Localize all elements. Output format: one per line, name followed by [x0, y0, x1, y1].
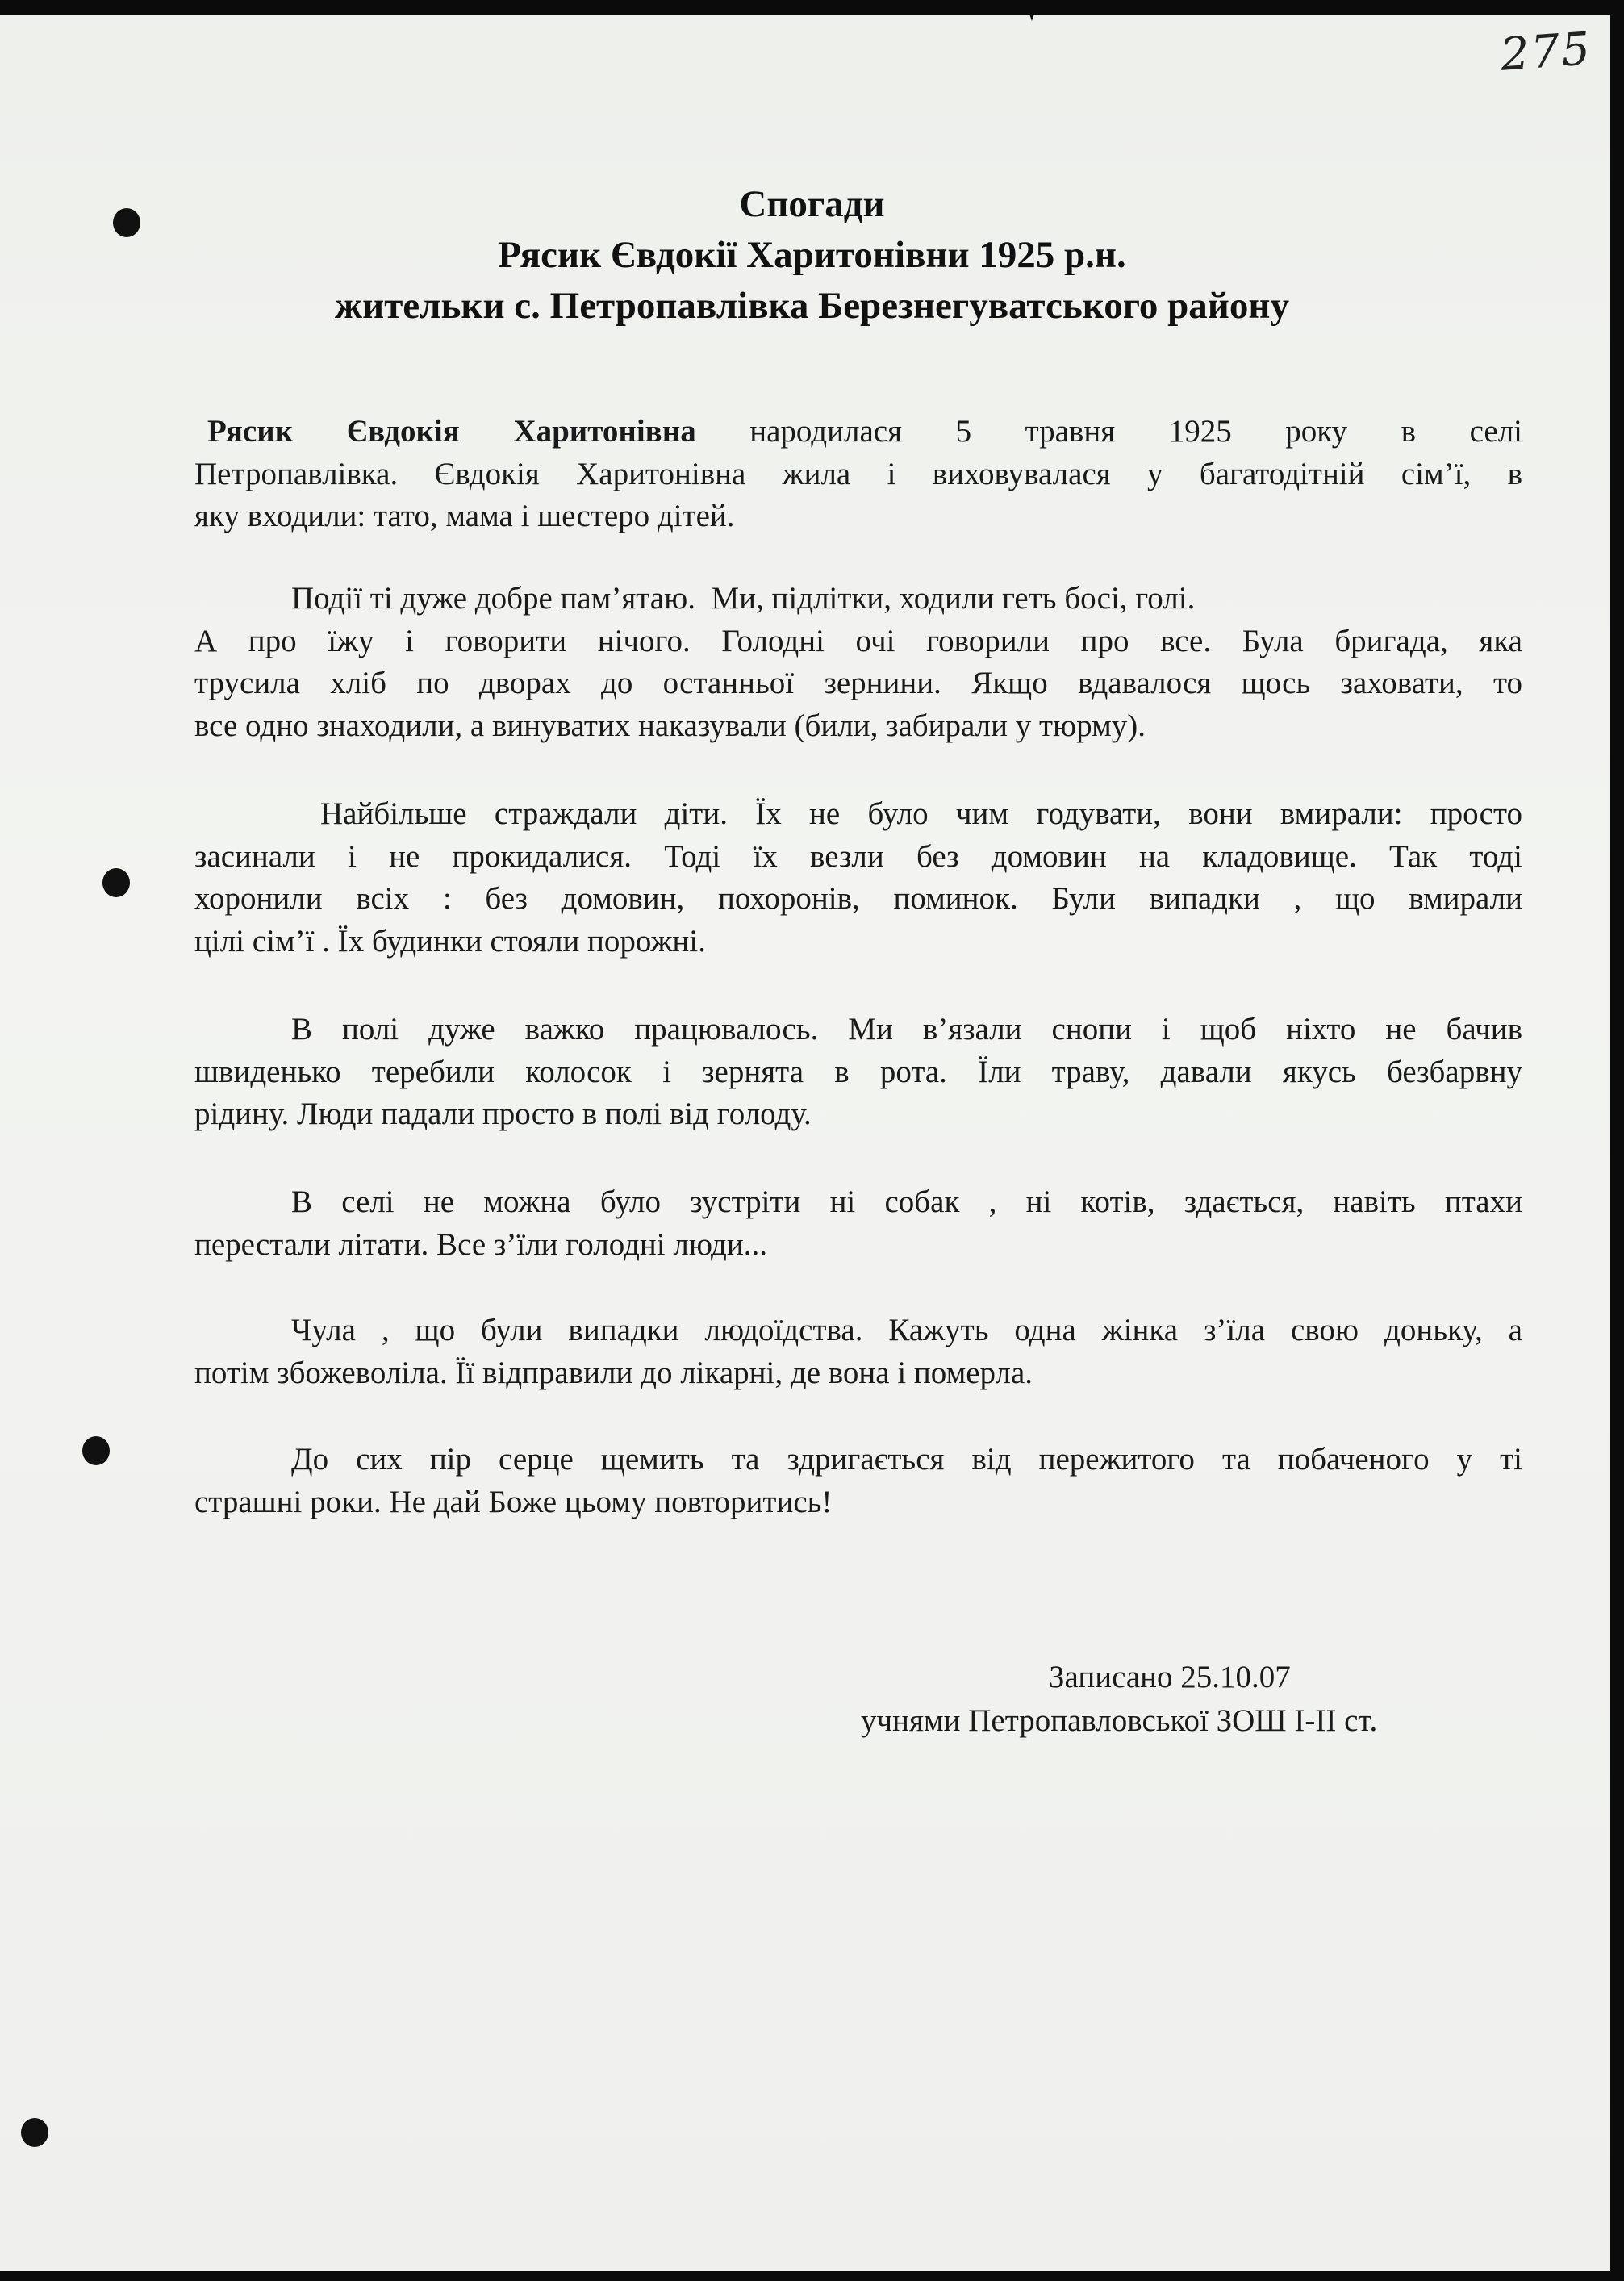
- paragraph: [194, 1439, 1522, 1523]
- paper-notch: [1025, 0, 1039, 21]
- text-line: цілі сім’ї . Їх будинки стояли порожні.: [194, 923, 706, 959]
- text-line: Петропавлівка. Євдокія Харитонівна жила і виховувалася у багатодітній сім’ї, в: [194, 456, 1522, 491]
- recorded-date: Записано 25.10.07: [1049, 1660, 1291, 1694]
- text-line-rest: народилася 5 травня 1925 року в селі: [695, 414, 1522, 449]
- text-line: перестали літати. Все з’їли голодні люди...: [194, 1226, 767, 1262]
- title-heading: Спогади: [739, 183, 885, 225]
- paragraph: [194, 1009, 1522, 1136]
- folio-number: 275: [1498, 23, 1594, 81]
- recorded-by: учнями Петропавловської ЗОШ І-ІІ ст.: [861, 1703, 1378, 1738]
- text-line: Події ті дуже добре пам’ятаю. Ми, підлітки, ходили геть босі, голі.: [291, 581, 1196, 616]
- paragraph: [194, 1181, 1522, 1266]
- punch-hole: [21, 2118, 48, 2147]
- text-line: Чула , що були випадки людоїдства. Кажуть одна жінка з’їла свою доньку, а: [291, 1313, 1522, 1347]
- text-line: засинали і не прокидалися. Тоді їх везли без домовин на кладовище. Так тоді: [194, 838, 1522, 874]
- punch-hole: [82, 1436, 110, 1465]
- title-subject: Рясик Євдокії Харитонівни 1925 р.н.: [498, 234, 1126, 276]
- text-line: [194, 411, 1522, 453]
- text-line: Найбільше страждали діти. Їх не було чим годувати, вони вмирали: просто: [320, 796, 1522, 831]
- text-line: А про їжу і говорити нічого. Голодні очі говорили про все. Була бригада, яка: [194, 623, 1522, 658]
- text-line: потім збожеволіла. Її відправили до лікарні, де вона і померла.: [194, 1355, 1033, 1390]
- text-line: хоронили всіх : без домовин, похоронів, поминок. Були випадки , що вмирали: [194, 881, 1522, 916]
- text-line: трусила хліб по дворах до останньої зернини. Якщо вдавалося щось заховати, то: [194, 666, 1522, 700]
- paragraph: [194, 1310, 1522, 1394]
- subject-name: Рясик Євдокія Харитонівна: [207, 414, 696, 449]
- paragraph: [194, 793, 1522, 963]
- text-line: швиденько теребили колосок і зернята в рота. Їли траву, давали якусь безбарвну: [194, 1054, 1522, 1089]
- text-line: яку входили: тато, мама і шестеро дітей.: [194, 499, 735, 533]
- text-line: До сих пір серце щемить та здригається від пережитого та побаченого у ті: [291, 1442, 1522, 1477]
- text-line: рідину. Люди падали просто в полі від голоду.: [194, 1097, 812, 1131]
- title-residence: жительки с. Петропавлівка Березнегуватського району: [335, 285, 1289, 327]
- document-page: [0, 15, 1610, 2271]
- paragraph: [194, 578, 1522, 747]
- punch-hole: [102, 868, 130, 897]
- text-line: страшні роки. Не дай Боже цьому повторитись!: [194, 1484, 833, 1519]
- document-title: [0, 179, 1624, 332]
- paragraph: [194, 411, 1522, 538]
- text-line: В полі дуже важко працювалось. Ми в’язали снопи і щоб ніхто не бачив: [291, 1012, 1522, 1047]
- text-line: В селі не можна було зустріти ні собак , ні котів, здається, навіть птахи: [291, 1184, 1522, 1219]
- text-line: все одно знаходили, а винуватих наказували (били, забирали у тюрму).: [194, 708, 1146, 743]
